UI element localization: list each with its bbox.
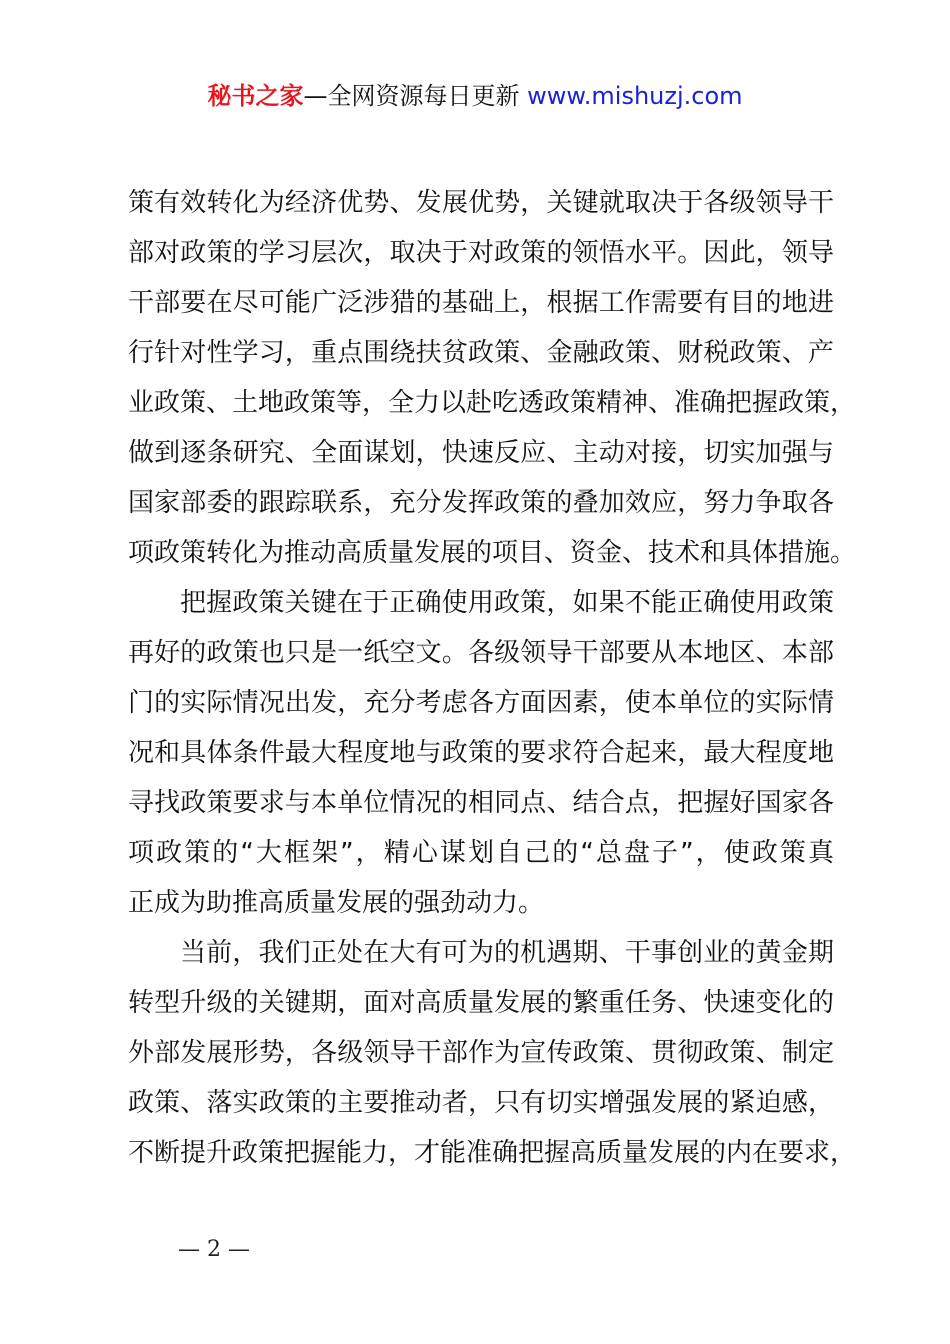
paragraph-first-line: 当前，我们正处在大有可为的机遇期、干事创业的黄金期 — [180, 938, 834, 968]
site-tagline: —全网资源每日更新 — [303, 82, 528, 110]
text-line: 项政策的“大框架”，精心谋划自己的“总盘子”，使政策真 — [128, 838, 834, 868]
paragraph-first-line: 把握政策关键在于正确使用政策，如果不能正确使用政策 — [180, 588, 834, 618]
text-line: 项政策转化为推动高质量发展的项目、资金、技术和具体措施。 — [128, 538, 857, 568]
document-body — [128, 178, 857, 1178]
text-line: 门的实际情况出发，充分考虑各方面因素，使本单位的实际情 — [128, 688, 834, 718]
site-url-link[interactable]: www.mishuzj.com — [527, 82, 743, 110]
text-line: 政策、落实政策的主要推动者，只有切实增强发展的紧迫感， — [128, 1088, 834, 1118]
text-line: 转型升级的关键期，面对高质量发展的繁重任务、快速变化的 — [128, 988, 834, 1018]
text-line: 不断提升政策把握能力，才能准确把握高质量发展的内在要求， — [128, 1138, 857, 1168]
paragraph-last-line: 正成为助推高质量发展的强劲动力。 — [128, 888, 545, 918]
text-line: 外部发展形势，各级领导干部作为宣传政策、贯彻政策、制定 — [128, 1038, 834, 1068]
text-line: 寻找政策要求与本单位情况的相同点、结合点，把握好国家各 — [128, 788, 834, 818]
text-line: 况和具体条件最大程度地与政策的要求符合起来，最大程度地 — [128, 738, 834, 768]
text-line: 业政策、土地政策等，全力以赴吃透政策精神、准确把握政策， — [128, 388, 857, 418]
text-line: 做到逐条研究、全面谋划，快速反应、主动对接，切实加强与 — [128, 438, 834, 468]
text-line: 再好的政策也只是一纸空文。各级领导干部要从本地区、本部 — [128, 638, 834, 668]
text-line: 策有效转化为经济优势、发展优势，关键就取决于各级领导干 — [128, 188, 834, 218]
text-line: 行针对性学习，重点围绕扶贫政策、金融政策、财税政策、产 — [128, 338, 834, 368]
site-brand: 秘书之家 — [207, 82, 304, 110]
text-line: 部对政策的学习层次，取决于对政策的领悟水平。因此，领导 — [128, 238, 834, 268]
text-line: 国家部委的跟踪联系，充分发挥政策的叠加效应，努力争取各 — [128, 488, 834, 518]
page-number: — 2 — — [178, 1237, 250, 1262]
text-line: 干部要在尽可能广泛涉猎的基础上，根据工作需要有目的地进 — [128, 288, 834, 318]
site-header — [0, 80, 950, 112]
